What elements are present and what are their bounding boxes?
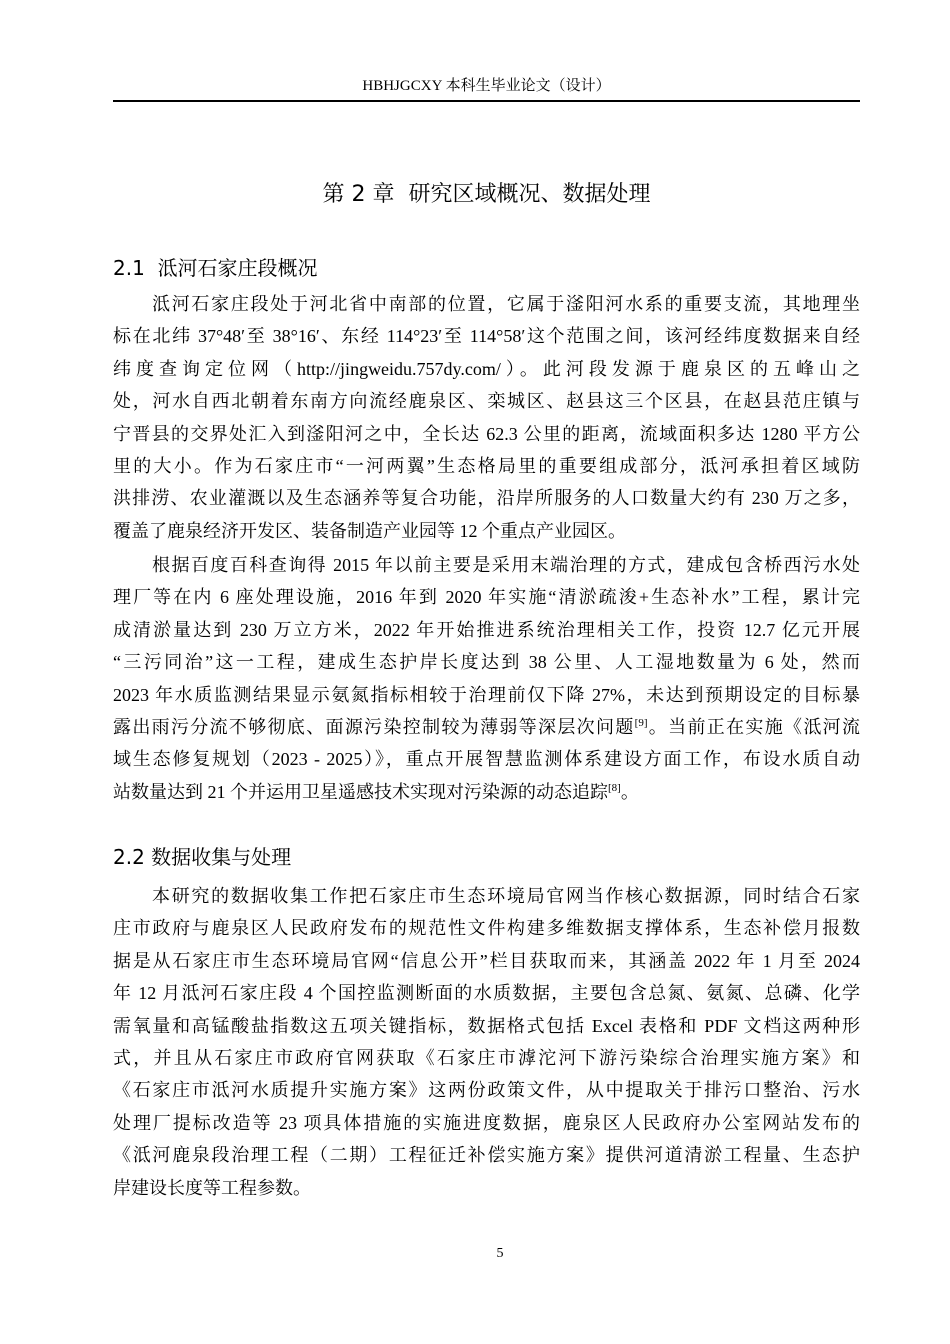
text-line-with-citation bbox=[113, 776, 860, 808]
text-line: 庄市政府与鹿泉区人民政府发布的规范性文件构建多维数据支撑体系，生态补偿月报数 bbox=[113, 918, 860, 939]
text-line: 成清淤量达到 230 万立方米，2022 年开始推进系统治理相关工作，投资 12.7 亿元开展 bbox=[113, 619, 860, 640]
page-number: 5 bbox=[496, 1246, 504, 1261]
text-line: 本研究的数据收集工作把石家庄市生态环境局官网当作核心数据源，同时结合石家 bbox=[152, 886, 860, 906]
text-line-with-citation bbox=[113, 711, 860, 743]
section-heading-2-2: 2.2 数据收集与处理 bbox=[113, 845, 292, 869]
line-text: 。当前正在实施《泜河流 bbox=[647, 716, 860, 737]
section-heading-2-1: 2.1 泜河石家庄段概况 bbox=[113, 256, 318, 280]
text-line: 域生态修复规划（2023 - 2025）》，重点开展智慧监测体系建设方面工作，布设水质自动 bbox=[113, 749, 860, 770]
text-line: 年 12 月泜河石家庄段 4 个国控监测断面的水质数据，主要包含总氮、氨氮、总磷、化学 bbox=[113, 983, 860, 1004]
text-line: 《泜河鹿泉段治理工程（二期）工程征迁补偿实施方案》提供河道清淤工程量、生态护 bbox=[113, 1145, 860, 1166]
text-line: 需氧量和高锰酸盐指数这五项关键指标，数据格式包括 Excel 表格和 PDF 文档这两种形 bbox=[113, 1015, 860, 1036]
text-line: 宁晋县的交界处汇入到滏阳河之中，全长达 62.3 公里的距离，流域面积多达 1280 平方公 bbox=[113, 423, 860, 444]
text-line: 根据百度百科查询得 2015 年以前主要是采用末端治理的方式，建成包含桥西污水处 bbox=[152, 555, 860, 575]
text-line: 里的大小。作为石家庄市“一河两翼”生态格局里的重要组成部分，泜河承担着区域防 bbox=[113, 455, 860, 476]
text-line: “三污同治”这一工程，建成生态护岸长度达到 38 公里、人工湿地数量为 6 处，然而 bbox=[113, 652, 860, 673]
text-line: 处，河水自西北朝着东南方向流经鹿泉区、栾城区、赵县这三个区县，在赵县范庄镇与 bbox=[113, 391, 860, 412]
section-2-2-paragraph-1 bbox=[113, 880, 860, 1204]
line-text: 站数量达到 21 个并运用卫星遥感技术实现对污染源的动态追踪 bbox=[113, 781, 608, 802]
text-line: 据是从石家庄市生态环境局官网“信息公开”栏目获取而来，其涵盖 2022 年 1 月至 2024 bbox=[113, 950, 860, 971]
chapter-title: 第 2 章 研究区域概况、数据处理 bbox=[322, 182, 651, 207]
header-rule bbox=[113, 100, 860, 102]
citation-8[interactable]: [8] bbox=[608, 781, 621, 794]
text-line: 泜河石家庄段处于河北省中南部的位置，它属于滏阳河水系的重要支流，其地理坐 bbox=[152, 294, 860, 314]
citation-9[interactable]: [9] bbox=[634, 716, 648, 729]
running-header: HBHJGCXY 本科生毕业论文（设计） bbox=[362, 78, 611, 94]
text-line: 处理厂提标改造等 23 项具体措施的实施进度数据，鹿泉区人民政府办公室网站发布的 bbox=[113, 1112, 860, 1133]
section-2-1-paragraph-1 bbox=[113, 288, 860, 547]
section-2-1-paragraph-2 bbox=[113, 549, 860, 808]
line-text: 露出雨污分流不够彻底、面源污染控制较为薄弱等深层次问题 bbox=[113, 716, 635, 737]
text-line: 标在北纬 37°48′至 38°16′、东经 114°23′至 114°58′这个范围之间，该河经纬度数据来自经 bbox=[113, 326, 860, 347]
text-line: 洪排涝、农业灌溉以及生态涵养等复合功能，沿岸所服务的人口数量大约有 230 万之多， bbox=[113, 488, 860, 509]
text-line: 岸建设长度等工程参数。 bbox=[113, 1177, 311, 1198]
text-line: 2023 年水质监测结果显示氨氮指标相较于治理前仅下降 27%，未达到预期设定的目标暴 bbox=[113, 684, 860, 705]
text-line: 纬度查询定位网（http://jingweidu.757dy.com/）。此河段发源于鹿泉区的五峰山之 bbox=[113, 358, 860, 379]
text-line: 覆盖了鹿泉经济开发区、装备制造产业园等 12 个重点产业园区。 bbox=[113, 520, 626, 541]
text-line: 式，并且从石家庄市政府官网获取《石家庄市滹沱河下游污染综合治理实施方案》和 bbox=[113, 1047, 860, 1068]
text-line: 《石家庄市泜河水质提升实施方案》这两份政策文件，从中提取关于排污口整治、污水 bbox=[113, 1080, 860, 1101]
line-text: 。 bbox=[620, 781, 639, 802]
text-line: 理厂等在内 6 座处理设施，2016 年到 2020 年实施“清淤疏浚+生态补水”工程，累计完 bbox=[113, 587, 860, 608]
